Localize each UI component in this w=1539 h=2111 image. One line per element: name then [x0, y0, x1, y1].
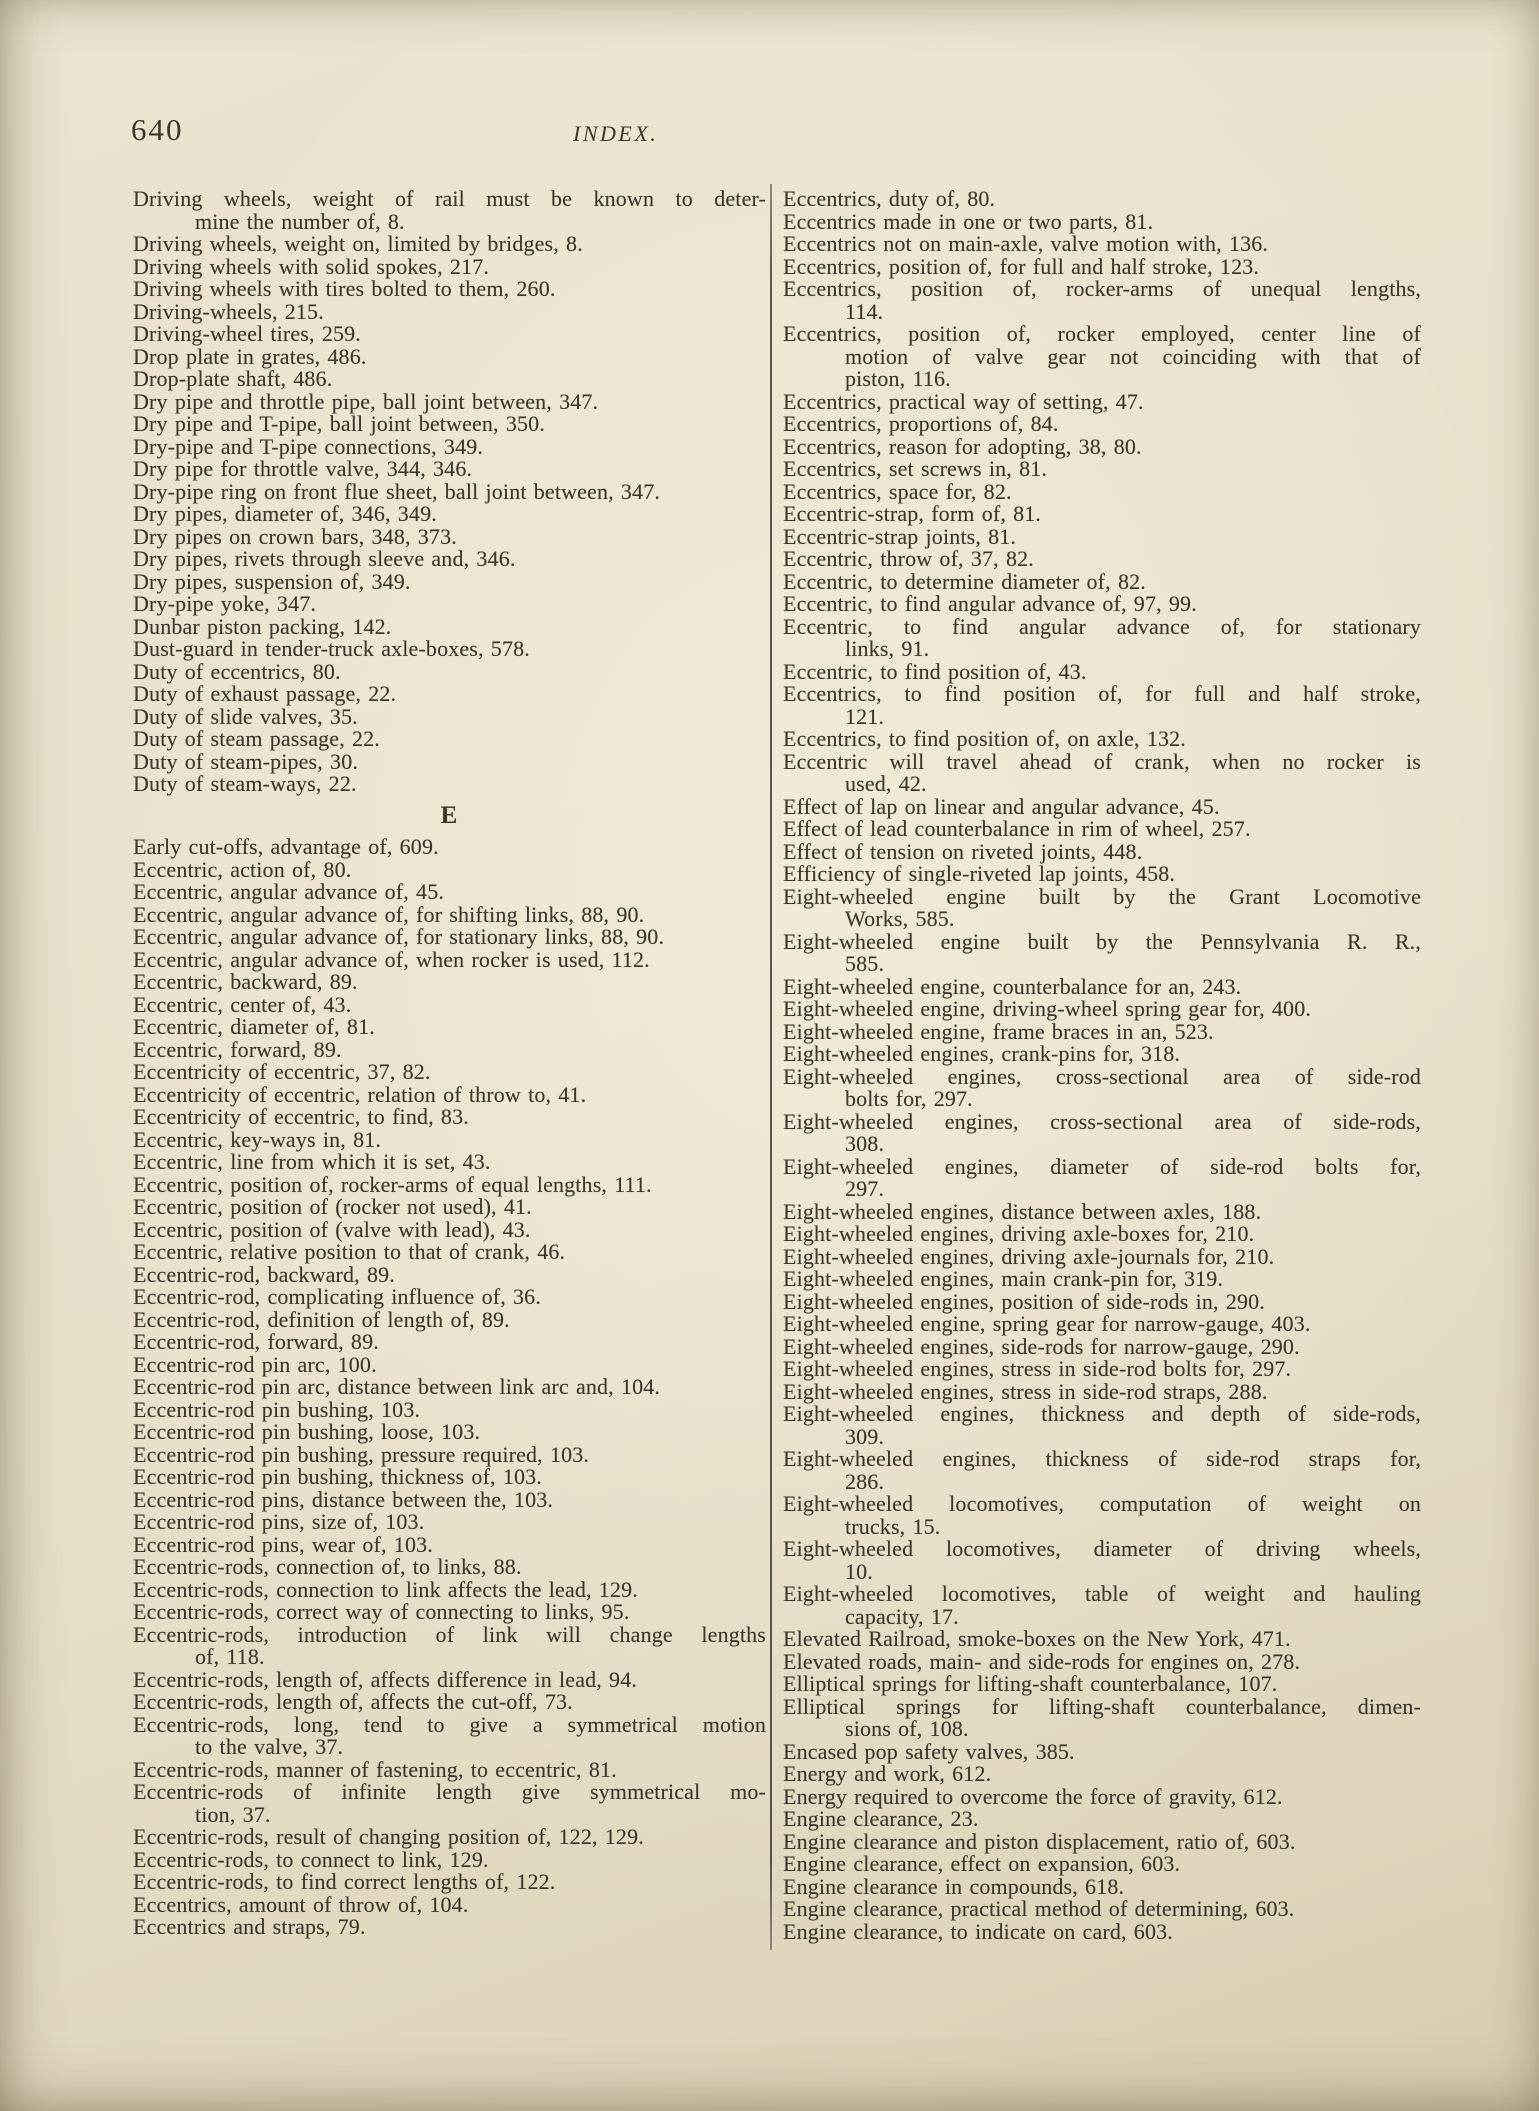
- index-entry-line: Duty of exhaust passage, 22.: [133, 681, 397, 706]
- index-entry-continuation-line: mine the number of, 8.: [195, 208, 405, 234]
- index-entry-line: Eight-wheeled engine, driving-wheel spring gear for, 400.: [783, 996, 1312, 1021]
- index-entry-line: Eight-wheeled engines, thickness and depth of side-rods,: [783, 1401, 1421, 1426]
- index-entry-line: Eight-wheeled engine, spring gear for narrow-gauge, 403.: [783, 1311, 1311, 1336]
- index-entry-line: Eccentric, position of (rocker not used), 41.: [133, 1194, 532, 1219]
- index-entry-line: Eccentric, to find angular advance of, for stationary: [783, 613, 1421, 639]
- index-entry-line: Eccentrics made in one or two parts, 81.: [783, 208, 1154, 234]
- index-entry-line: Elevated roads, main- and side-rods for engines on, 278.: [783, 1648, 1301, 1674]
- index-entry-continuation-line: 121.: [845, 703, 885, 729]
- index-entry-continuation-line: 297.: [845, 1176, 885, 1201]
- index-entry-continuation-line: bolts for, 297.: [845, 1086, 973, 1111]
- index-entry-line: Eccentrics, proportions of, 84.: [783, 411, 1059, 436]
- index-entry-line: Drop plate in grates, 486.: [133, 343, 367, 369]
- index-entry-line: Eccentrics not on main-axle, valve motion with, 136.: [783, 231, 1269, 256]
- index-entry-line: Eccentric-rod pin arc, distance between link arc and, 104.: [133, 1374, 661, 1399]
- index-entry-line: Eccentrics, set screws in, 81.: [783, 456, 1048, 481]
- index-entry-line: Eight-wheeled engine built by the Pennsylvania R. R.,: [783, 928, 1421, 954]
- index-entry-line: Eight-wheeled engines, stress in side-rod straps, 288.: [783, 1378, 1268, 1404]
- index-entry-line: Engine clearance, effect on expansion, 603.: [783, 1851, 1181, 1876]
- index-entry-line: Eccentric-rod pins, wear of, 103.: [133, 1531, 433, 1557]
- index-entry-line: Eccentric-rods, correct way of connecting to links, 95.: [133, 1599, 630, 1624]
- index-entry-line: Eight-wheeled engines, side-rods for narrow-gauge, 290.: [783, 1333, 1300, 1359]
- index-entry-line: Engine clearance, 23.: [783, 1806, 979, 1831]
- index-entry-line: Eccentrics, position of, for full and half stroke, 123.: [783, 253, 1260, 279]
- index-entry-line: Elliptical springs for lifting-shaft counterbalance, 107.: [783, 1671, 1278, 1696]
- index-entry-line: Engine clearance in compounds, 618.: [783, 1873, 1125, 1899]
- index-entry-line: Dry pipes, suspension of, 349.: [133, 568, 411, 594]
- index-entry-line: Dunbar piston packing, 142.: [133, 613, 392, 639]
- index-entry-line: Eccentric-rod, definition of length of, 89.: [133, 1306, 510, 1332]
- index-entry-line: Engine clearance, to indicate on card, 603.: [783, 1918, 1173, 1944]
- column-divider: [770, 184, 772, 1950]
- index-entry-continuation-line: motion of valve gear not coinciding with that of: [845, 343, 1421, 369]
- index-entry-line: Eccentric-rod, complicating influence of, 36.: [133, 1284, 541, 1309]
- index-entry-line: Energy required to overcome the force of gravity, 612.: [783, 1783, 1283, 1809]
- index-entry-line: Eccentric, key-ways in, 81.: [133, 1126, 382, 1152]
- index-entry-line: Effect of tension on riveted joints, 448.: [783, 838, 1143, 864]
- index-entry-line: Eccentrics, position of, rocker-arms of unequal lengths,: [783, 276, 1421, 301]
- index-entry-line: Eccentric will travel ahead of crank, when no rocker is: [783, 748, 1421, 774]
- index-entry-line: Drop-plate shaft, 486.: [133, 366, 333, 391]
- index-entry-continuation-line: 114.: [845, 298, 884, 324]
- index-entry-line: Eight-wheeled engines, driving axle-journals for, 210.: [783, 1243, 1275, 1269]
- index-entry-line: Eccentric-rods, manner of fastening, to eccentric, 81.: [133, 1756, 617, 1782]
- index-entry-line: Encased pop safety valves, 385.: [783, 1738, 1075, 1764]
- index-entry-continuation-line: capacity, 17.: [845, 1603, 959, 1629]
- index-entry-line: Dry-pipe and T-pipe connections, 349.: [133, 433, 484, 459]
- index-entry-line: Eccentric-rods, connection of, to links, 88.: [133, 1554, 522, 1579]
- index-entry-line: Eccentric, to determine diameter of, 82.: [783, 568, 1146, 594]
- index-entry-line: Effect of lead counterbalance in rim of wheel, 257.: [783, 816, 1251, 841]
- index-entry-line: Engine clearance, practical method of determining, 603.: [783, 1896, 1295, 1921]
- index-entry-line: Eccentric-rods, introduction of link will change lengths: [133, 1621, 766, 1647]
- index-entry-line: Early cut-offs, advantage of, 609.: [133, 834, 439, 859]
- index-entry-line: Duty of steam-pipes, 30.: [133, 748, 359, 774]
- index-entry-continuation-line: 309.: [845, 1423, 885, 1449]
- index-entry-line: Eccentric-rods, to find correct lengths of, 122.: [133, 1869, 556, 1894]
- index-entry-line: Eight-wheeled engine, frame braces in an, 523.: [783, 1018, 1214, 1044]
- page-number: 640: [131, 112, 184, 147]
- index-entry-line: Eight-wheeled engines, distance between axles, 188.: [783, 1198, 1262, 1224]
- index-entry-line: Eight-wheeled engine built by the Grant Locomotive: [783, 883, 1421, 909]
- index-entry-line: Eccentric, forward, 89.: [133, 1036, 342, 1062]
- index-entry-continuation-line: 308.: [845, 1131, 885, 1156]
- index-entry-line: Effect of lap on linear and angular advance, 45.: [783, 793, 1220, 819]
- index-entry-line: Eccentric-rods, length of, affects the cut-off, 73.: [133, 1689, 573, 1714]
- index-entry-line: Eccentric-rod pin bushing, 103.: [133, 1396, 421, 1422]
- index-entry-line: Energy and work, 612.: [783, 1761, 992, 1786]
- index-entry-line: Eccentric-strap joints, 81.: [783, 523, 1017, 549]
- index-entry-continuation-line: piston, 116.: [845, 366, 951, 391]
- section-letter-heading: E: [440, 801, 459, 829]
- index-entry-continuation-line: trucks, 15.: [845, 1513, 941, 1539]
- index-entry-line: Eccentric, center of, 43.: [133, 991, 352, 1017]
- index-entry-line: Eccentric, angular advance of, for shifting links, 88, 90.: [133, 901, 645, 927]
- index-entry-line: Eccentric-rods, to connect to link, 129.: [133, 1846, 489, 1872]
- index-entry-line: Driving wheels, weight on, limited by bridges, 8.: [133, 231, 583, 256]
- index-entry-line: Eccentric, diameter of, 81.: [133, 1014, 375, 1039]
- index-entry-line: Duty of steam-ways, 22.: [133, 771, 357, 796]
- index-entry-line: Eccentric, throw of, 37, 82.: [783, 546, 1034, 571]
- index-entry-line: Eccentrics and straps, 79.: [133, 1914, 366, 1939]
- index-entry-continuation-line: Works, 585.: [845, 906, 955, 931]
- index-entry-line: Elliptical springs for lifting-shaft counterbalance, dimen-: [783, 1693, 1421, 1719]
- index-entry-line: Dry-pipe yoke, 347.: [133, 591, 317, 616]
- index-entry-line: Dust-guard in tender-truck axle-boxes, 578.: [133, 636, 530, 661]
- index-column-right: [783, 188, 1421, 1943]
- index-entry-continuation-line: 286.: [845, 1468, 885, 1494]
- index-entry-continuation-line: links, 91.: [845, 636, 930, 661]
- index-entry-line: Driving-wheel tires, 259.: [133, 321, 361, 346]
- index-entry-line: Eccentrics, position of, rocker employed, center line of: [783, 321, 1421, 346]
- index-entry-line: Dry pipes, rivets through sleeve and, 346.: [133, 546, 516, 571]
- index-entry-line: Eccentric-rods, length of, affects difference in lead, 94.: [133, 1666, 638, 1692]
- index-entry-line: Eight-wheeled engines, crank-pins for, 318.: [783, 1041, 1181, 1066]
- index-entry-line: Eccentric-rod pin bushing, pressure required, 103.: [133, 1441, 590, 1467]
- index-entry-line: Dry pipe and T-pipe, ball joint between, 350.: [133, 411, 545, 436]
- index-entry-continuation-line: 585.: [845, 951, 885, 976]
- index-entry-line: Dry-pipe ring on front flue sheet, ball joint between, 347.: [133, 478, 660, 504]
- index-entry-line: Elevated Railroad, smoke-boxes on the New York, 471.: [783, 1626, 1291, 1651]
- index-entry-line: Driving-wheels, 215.: [133, 298, 324, 324]
- index-entry-line: Eccentric-rod pin arc, 100.: [133, 1351, 377, 1377]
- index-entry-line: Eight-wheeled engines, stress in side-rod bolts for, 297.: [783, 1356, 1292, 1381]
- index-entry-line: Eccentrics, space for, 82.: [783, 478, 1012, 504]
- index-entry-line: Driving wheels with tires bolted to them, 260.: [133, 276, 556, 301]
- index-entry-line: Eight-wheeled engines, cross-sectional area of side-rods,: [783, 1108, 1421, 1134]
- index-entry-continuation-line: tion, 37.: [195, 1801, 271, 1827]
- index-column-left: [133, 188, 766, 1939]
- index-entry-line: Duty of steam passage, 22.: [133, 726, 380, 751]
- index-entry-line: Eight-wheeled engines, position of side-rods in, 290.: [783, 1288, 1265, 1314]
- index-entry-line: Duty of eccentrics, 80.: [133, 658, 341, 684]
- index-entry-line: Eccentric, relative position to that of crank, 46.: [133, 1239, 566, 1264]
- index-entry-line: Eccentricity of eccentric, 37, 82.: [133, 1059, 431, 1084]
- index-entry-line: Eccentrics, to find position of, on axle, 132.: [783, 726, 1186, 751]
- index-entry-line: Eight-wheeled engine, counterbalance for an, 243.: [783, 973, 1242, 999]
- index-entry-line: Eccentrics, to find position of, for full and half stroke,: [783, 681, 1421, 706]
- index-entry-line: Eccentric-strap, form of, 81.: [783, 501, 1042, 526]
- index-entry-line: Eight-wheeled engines, diameter of side-rod bolts for,: [783, 1153, 1421, 1179]
- index-entry-line: Dry pipe for throttle valve, 344, 346.: [133, 456, 473, 481]
- index-entry-line: Eccentrics, practical way of setting, 47.: [783, 388, 1144, 414]
- index-entry-line: Eight-wheeled locomotives, computation of weight on: [783, 1491, 1421, 1516]
- index-entry-line: Eccentric-rod, forward, 89.: [133, 1329, 379, 1354]
- index-entry-line: Duty of slide valves, 35.: [133, 703, 358, 729]
- index-entry-line: Eccentric-rod, backward, 89.: [133, 1261, 395, 1287]
- index-entry-line: Eccentric-rods, long, tend to give a symmetrical motion: [133, 1711, 766, 1737]
- index-entry-line: Eight-wheeled locomotives, table of weight and hauling: [783, 1581, 1421, 1606]
- index-entry-line: Efficiency of single-riveted lap joints, 458.: [783, 861, 1176, 886]
- index-entry-line: Eight-wheeled engines, driving axle-boxes for, 210.: [783, 1221, 1255, 1246]
- index-entry-line: Eccentric, backward, 89.: [133, 969, 358, 994]
- index-entry-line: Eccentric-rod pins, distance between the, 103.: [133, 1486, 554, 1512]
- index-entry-line: Eccentrics, duty of, 80.: [783, 186, 996, 211]
- index-entry-line: Eccentric-rod pin bushing, thickness of, 103.: [133, 1464, 542, 1489]
- index-entry-continuation-line: 10.: [845, 1558, 873, 1584]
- index-entry-line: Eccentrics, amount of throw of, 104.: [133, 1891, 469, 1917]
- index-entry-line: Dry pipe and throttle pipe, ball joint between, 347.: [133, 388, 599, 414]
- index-entry-line: Engine clearance and piston displacement, ratio of, 603.: [783, 1828, 1296, 1854]
- index-entry-continuation-line: of, 118.: [195, 1644, 265, 1669]
- running-head: [0, 0, 1539, 160]
- index-entry-line: Eccentric, to find position of, 43.: [783, 658, 1087, 684]
- index-entry-line: Eccentric, to find angular advance of, 97, 99.: [783, 591, 1197, 616]
- index-entry-line: Eccentric-rod pins, size of, 103.: [133, 1509, 425, 1534]
- index-entry-line: Eccentric, angular advance of, when rocker is used, 112.: [133, 946, 650, 972]
- index-entry-line: Eight-wheeled engines, thickness of side-rod straps for,: [783, 1446, 1421, 1471]
- index-entry-continuation-line: to the valve, 37.: [195, 1734, 344, 1759]
- index-entry-line: Eight-wheeled locomotives, diameter of driving wheels,: [783, 1536, 1421, 1561]
- index-entry-line: Eccentric, action of, 80.: [133, 856, 352, 882]
- index-entry-line: Eight-wheeled engines, main crank-pin for, 319.: [783, 1266, 1224, 1291]
- index-entry-line: Eccentric-rods, connection to link affects the lead, 129.: [133, 1576, 638, 1602]
- index-entry-line: Driving wheels with solid spokes, 217.: [133, 253, 490, 279]
- index-entry-line: Eccentric-rods, result of changing position of, 122, 129.: [133, 1824, 644, 1849]
- index-entry-line: Eccentric, angular advance of, 45.: [133, 879, 445, 904]
- index-entry-line: Eccentric-rod pin bushing, loose, 103.: [133, 1419, 481, 1444]
- index-entry-continuation-line: sions of, 108.: [845, 1716, 969, 1741]
- index-entry-line: Eccentric, position of (valve with lead), 43.: [133, 1216, 531, 1242]
- index-entry-line: Eccentric-rods of infinite length give symmetrical mo-: [133, 1779, 766, 1804]
- page-title: INDEX.: [573, 121, 659, 146]
- index-entry-line: Eccentricity of eccentric, relation of throw to, 41.: [133, 1081, 587, 1107]
- index-entry-line: Eccentric, position of, rocker-arms of equal lengths, 111.: [133, 1171, 652, 1197]
- index-entry-line: Dry pipes, diameter of, 346, 349.: [133, 501, 437, 526]
- index-entry-line: Eccentric, line from which it is set, 43.: [133, 1149, 491, 1174]
- index-entry-line: Eccentricity of eccentric, to find, 83.: [133, 1104, 469, 1129]
- index-entry-line: Dry pipes on crown bars, 348, 373.: [133, 523, 457, 549]
- index-entry-line: Eight-wheeled engines, cross-sectional area of side-rod: [783, 1063, 1421, 1089]
- index-entry-line: Eccentrics, reason for adopting, 38, 80.: [783, 433, 1142, 459]
- index-entry-line: Driving wheels, weight of rail must be known to deter-: [133, 186, 766, 211]
- index-entry-continuation-line: used, 42.: [845, 771, 927, 796]
- index-entry-line: Eccentric, angular advance of, for stationary links, 88, 90.: [133, 924, 665, 949]
